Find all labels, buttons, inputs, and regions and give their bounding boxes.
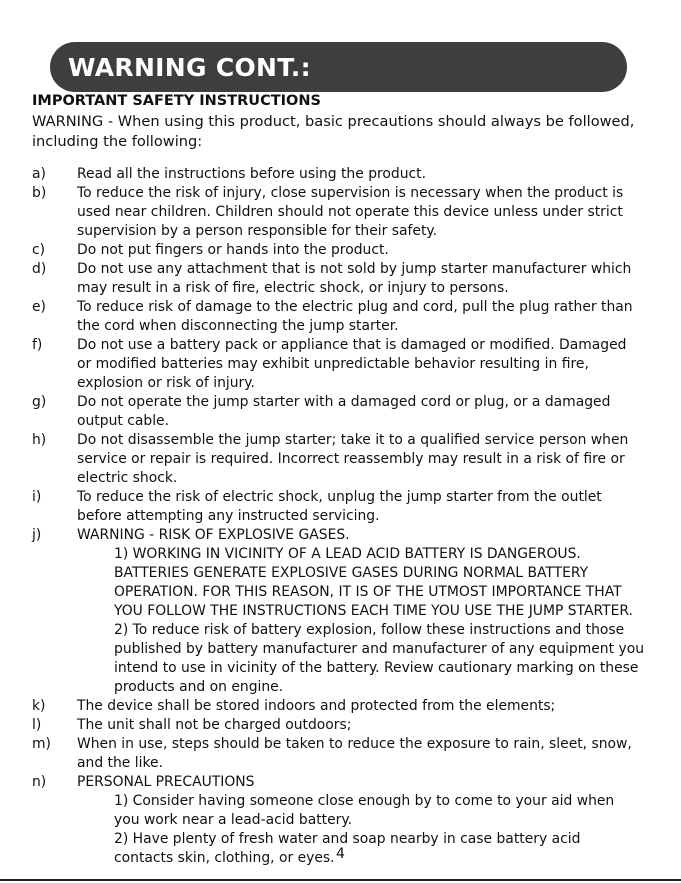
item-body	[77, 526, 644, 697]
item-text: WARNING - RISK OF EXPLOSIVE GASES.	[77, 527, 350, 543]
item-marker: j)	[32, 527, 42, 543]
item-marker: f)	[32, 337, 43, 353]
item-marker: m)	[32, 736, 51, 752]
list-item-a	[32, 165, 644, 184]
page-number: 4	[336, 846, 345, 862]
item-marker: h)	[32, 432, 47, 448]
item-marker: e)	[32, 299, 46, 315]
warning-banner	[50, 42, 627, 92]
item-text: The device shall be stored indoors and protected from the elements;	[77, 698, 556, 714]
item-marker: c)	[32, 242, 46, 258]
list-item-i	[32, 488, 644, 526]
item-marker: l)	[32, 717, 42, 733]
list-item-b	[32, 184, 644, 241]
list-item-l	[32, 716, 644, 735]
list-item-j	[32, 526, 644, 697]
item-text: Read all the instructions before using the product.	[77, 166, 427, 182]
list-item-d	[32, 260, 644, 298]
item-text: Do not use a battery pack or appliance that is damaged or modified. Damaged or modified batteries may exhibit unpredictable behavior resulting in fire, explosion or risk of injury.	[77, 337, 627, 391]
list-item-h	[32, 431, 644, 488]
instruction-list	[32, 165, 644, 868]
intro-paragraph: WARNING - When using this product, basic precautions should always be followed, including the following:	[32, 113, 635, 150]
footer-divider	[0, 879, 681, 881]
item-marker: a)	[32, 166, 46, 182]
item-marker: i)	[32, 489, 42, 505]
item-text: When in use, steps should be taken to reduce the exposure to rain, sleet, snow, and the like.	[77, 736, 632, 771]
item-marker: k)	[32, 698, 46, 714]
list-item-m	[32, 735, 644, 773]
item-marker: d)	[32, 261, 47, 277]
list-item-k	[32, 697, 644, 716]
sub-item: 2) To reduce risk of battery explosion, follow these instructions and those published by battery manufacturer and manufacturer of any equipment you intend to use in vicinity of the battery. Review cautionary marking on these products and on engine.	[114, 622, 644, 695]
item-text: Do not operate the jump starter with a damaged cord or plug, or a damaged output cable.	[77, 394, 611, 429]
item-text: Do not disassemble the jump starter; take it to a qualified service person when service or repair is required. Incorrect reassembly may result in a risk of fire or electric shock.	[77, 432, 629, 486]
item-marker: n)	[32, 774, 47, 790]
banner-title: WARNING CONT.:	[68, 52, 311, 82]
list-item-f	[32, 336, 644, 393]
item-text: To reduce the risk of electric shock, unplug the jump starter from the outlet before attempting any instructed servicing.	[77, 489, 602, 524]
item-text: To reduce the risk of injury, close supervision is necessary when the product is used near children. Children should not operate this device unless under strict supervision by a person responsible for their safety.	[77, 185, 624, 239]
section-heading: IMPORTANT SAFETY INSTRUCTIONS	[32, 93, 321, 109]
list-item-e	[32, 298, 644, 336]
sub-item: 1) Consider having someone close enough by to come to your aid when you work near a lead-acid battery.	[114, 793, 615, 828]
list-item-g	[32, 393, 644, 431]
item-marker: g)	[32, 394, 47, 410]
sub-item: 1) WORKING IN VICINITY OF A LEAD ACID BATTERY IS DANGEROUS. BATTERIES GENERATE EXPLOSIVE GASES DURING NORMAL BATTERY OPERATION. FOR THIS REASON, IT IS OF THE UTMOST IMPORTANCE THAT YOU FOLLOW THE INSTRUCTIONS EACH TIME YOU USE THE JUMP STARTER.	[114, 546, 633, 619]
item-text: PERSONAL PRECAUTIONS	[77, 774, 255, 790]
item-text: To reduce risk of damage to the electric plug and cord, pull the plug rather than the cord when disconnecting the jump starter.	[77, 299, 633, 334]
item-text: Do not use any attachment that is not sold by jump starter manufacturer which may result in a risk of fire, electric shock, or injury to persons.	[77, 261, 632, 296]
list-item-c	[32, 241, 644, 260]
item-marker: b)	[32, 185, 47, 201]
item-text: The unit shall not be charged outdoors;	[77, 717, 352, 733]
sub-item: 2) Have plenty of fresh water and soap nearby in case battery acid contacts skin, clothing, or eyes.	[114, 831, 581, 866]
item-text: Do not put fingers or hands into the product.	[77, 242, 389, 258]
